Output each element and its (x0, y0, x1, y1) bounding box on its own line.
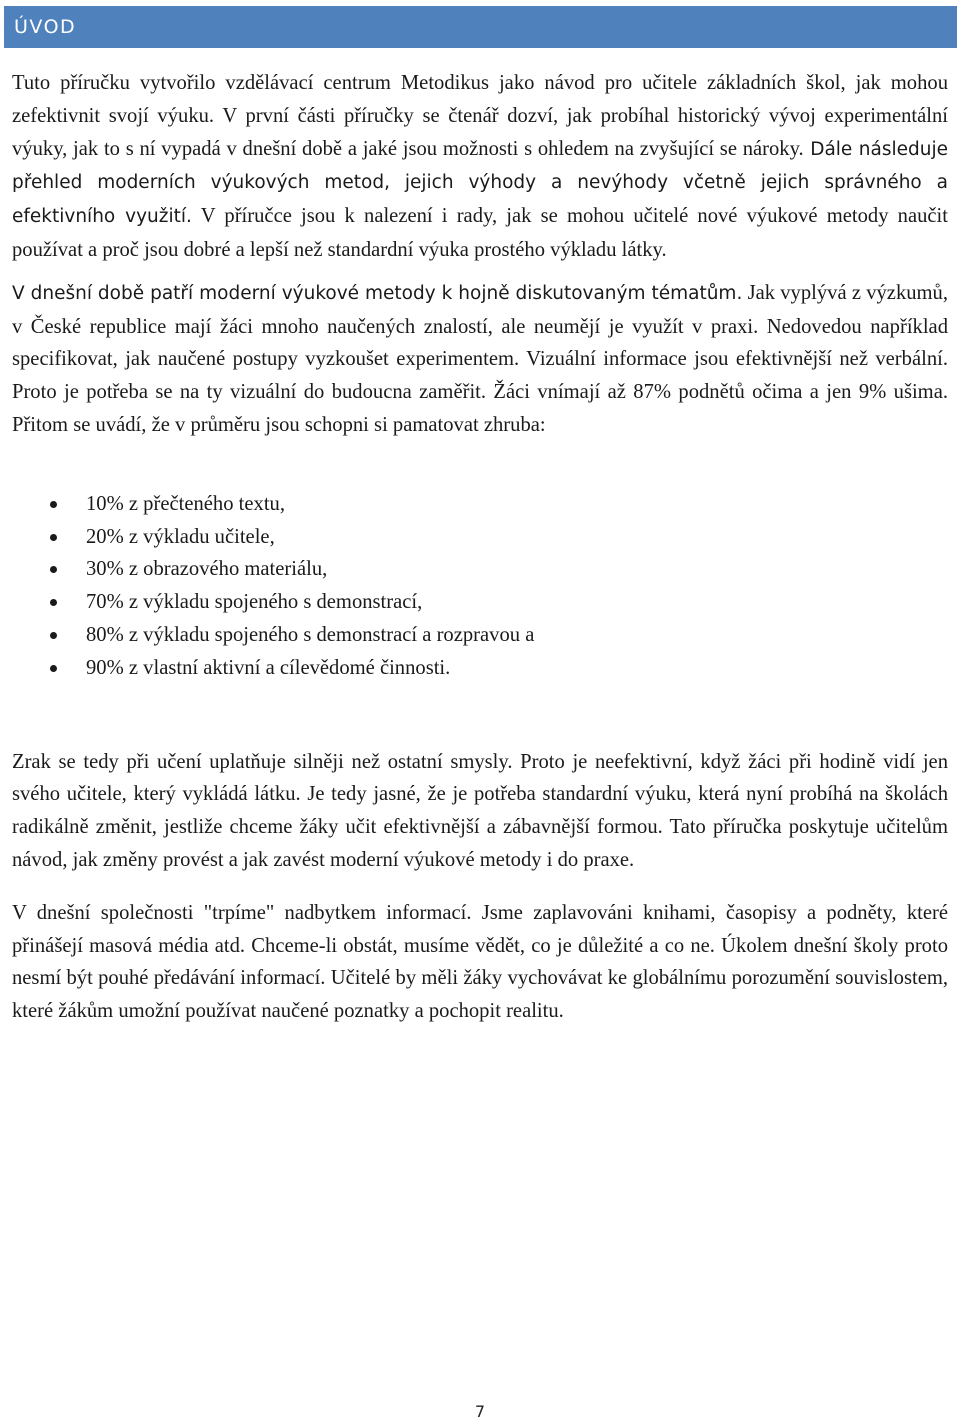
modern-methods-text-2: Jak vyplývá z výzkumů, v České republice mají žáci mnoho naučených znalostí, ale neumějí je využít v praxi. Nedovedou například specifikovat, jak naučené postupy vyzkoušet experimentem. Vizuální informace jsou efektivnější než verbální. Proto je potřeba se na ty vizuální do budoucna zaměřit. Žáci vnímají až 87% podnětů očima a jen 9% ušima. Přitom se uvádí, že v průměru jsou schopni si pamatovat zhruba: (12, 281, 948, 436)
section-heading: ÚVOD (14, 16, 77, 38)
intro-paragraph-text-1: Tuto příručku vytvořilo vzdělávací centrum Metodikus jako návod pro učitele základních škol, jak mohou zefektivnit svojí výuku. V první části příručky se čtenář dozví, jak probíhal historický vývoj experimentální výuky, jak to s ní vypadá v dnešní době a jaké jsou možnosti s ohledem na zvyšující se nároky. (12, 72, 948, 160)
list-item: 90% z vlastní aktivní a cílevědomé činnosti. (12, 652, 948, 685)
page-number: 7 (474, 1402, 486, 1421)
intro-paragraph-text-2: Dále následuje přehled moderních výukových metod, jejich výhody a nevýhody včetně jejich správného a efektivního využití. (12, 138, 948, 228)
document-body (12, 67, 948, 1028)
list-item: 10% z přečteného textu, (12, 488, 948, 521)
retention-list (12, 488, 948, 685)
list-item: 20% z výkladu učitele, (12, 521, 948, 554)
modern-methods-paragraph (12, 277, 948, 442)
list-item: 80% z výkladu spojeného s demonstrací a rozpravou a (12, 619, 948, 652)
list-item: 30% z obrazového materiálu, (12, 553, 948, 586)
vision-paragraph: Zrak se tedy při učení uplatňuje silněji než ostatní smysly. Proto je neefektivní, když žáci při hodině vidí jen svého učitele, který vykládá látku. Je tedy jasné, že je potřeba standardní výuku, která nyní probíhá na školách radikálně změnit, jestliže chceme žáky učit efektivnější a zábavnější formou. Tato příručka poskytuje učitelům návod, jak změny provést a jak zavést moderní výukové metody i do praxe. (12, 750, 948, 871)
information-society-paragraph: V dnešní společnosti "trpíme" nadbytkem informací. Jsme zaplavováni knihami, časopisy a podněty, které přinášejí masová média atd. Chceme-li obstát, musíme vědět, co je důležité a co ne. Úkolem dnešní školy proto nesmí být pouhé předávání informací. Učitelé by měli žáky vychovávat ke globálnímu porozumění souvislostem, které žákům umožní používat naučené poznatky a pochopit realitu. (12, 901, 948, 1023)
intro-paragraph-text-3: V příručce jsou k nalezení i rady, jak se mohou učitelé nové výukové metody naučit používat a proč jsou dobré a lepší než standardní výuka prostého výkladu látky. (12, 205, 948, 261)
list-item: 70% z výkladu spojeného s demonstrací, (12, 586, 948, 619)
section-heading-bar (4, 6, 957, 48)
modern-methods-text-1: V dnešní době patří moderní výukové metody k hojně diskutovaným tématům. (12, 282, 743, 304)
intro-paragraph (12, 67, 948, 267)
